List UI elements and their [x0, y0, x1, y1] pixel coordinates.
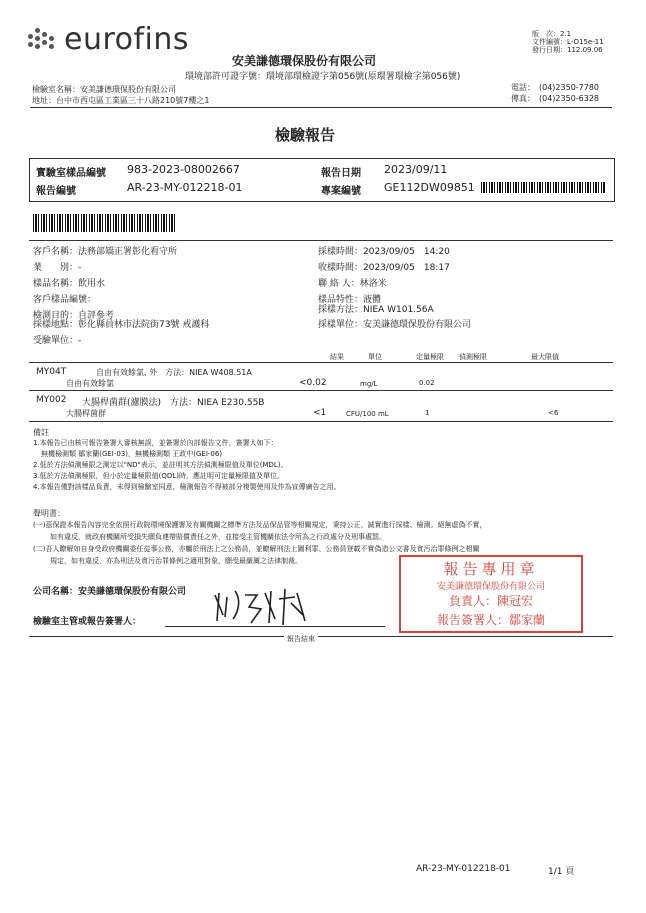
note-line: 2.低於方法偵測極限之測定以"ND"表示，並註明其方法偵測極限值及單位(MDL)。: [33, 461, 288, 469]
stamp-signer: 報告簽署人：鄒家蘭: [436, 613, 545, 627]
version: 版 次：2.1: [532, 30, 572, 38]
col-header-mdl: 偵測極限: [459, 353, 487, 361]
item-limit: <6: [548, 409, 559, 417]
declaration-heading: 聲明書：: [33, 509, 65, 518]
footer-page: 1/1 頁: [548, 867, 575, 877]
client-sample-no: 客戶樣品編號：: [33, 295, 97, 305]
business-type: 業 別：-: [33, 263, 82, 273]
logo-text: eurofins: [64, 22, 190, 57]
stamp-title: 報告專用章: [443, 560, 539, 578]
item-loq: 0.02: [419, 379, 435, 387]
logo-dots-icon: [28, 28, 58, 52]
item-method: 大腸桿菌群(濾膜法) 方法：NIEA E230.55B: [82, 398, 265, 408]
report-no: AR-23-MY-012218-01: [127, 181, 243, 194]
sample-type: 樣品特性：液體: [318, 295, 382, 305]
lab-address: 地址：台中市西屯區工業區三十八路210號7樓之1: [32, 96, 210, 105]
project-no-label: 專案編號: [321, 186, 361, 197]
report-date-label: 報告日期: [321, 168, 361, 179]
eurofins-logo: [28, 24, 198, 56]
report-stamp: [399, 555, 583, 633]
test-purpose: 檢測目的：自評參考: [33, 311, 115, 321]
received-time: 收樣時間：2023/09/05 18:17: [318, 263, 450, 273]
report-end: 報告結束: [284, 634, 318, 644]
report-date: 2023/09/11: [384, 163, 448, 176]
fax: 傳真： (04)2350-6328: [511, 94, 600, 103]
stamp-company: 安美謙德環保股份有限公司: [436, 582, 545, 592]
item-code: MY002: [36, 395, 67, 405]
contact-person: 聯 絡 人：林洛米: [318, 279, 387, 289]
lab-name: 檢驗室名稱：安美謙德環保股份有限公司: [32, 85, 176, 94]
col-header-unit: 單位: [368, 353, 382, 361]
item-unit: CFU/100 mL: [346, 410, 389, 418]
declaration-line: (一)茲保證本報告內容完全依照行政院環境保護署及有關機關之標準方法及品保品管等相關規定，秉持公正、誠實進行採樣、檢測。絕無虛偽不實，: [33, 521, 487, 529]
page-title: 檢驗報告: [275, 126, 336, 144]
sample-barcode: [33, 214, 175, 232]
stamp-responsible: 負責人：陳冠宏: [448, 594, 533, 608]
note-line: 4.本報告僅對該樣品負責，未得到檢驗室同意，檢測報告不得被部分複製使用及作為宣傳廣告之用。: [33, 483, 341, 491]
footer-report-no: AR-23-MY-012218-01: [416, 864, 511, 874]
sample-name: 樣品名稱：飲用水: [33, 279, 106, 289]
item-analyte: 自由有效餘氯: [66, 379, 114, 388]
handwritten-signature: [205, 585, 325, 627]
declaration-line: (二)吾人瞭解如自身受政府機關委任從事公務，亦屬於刑法上之公務員，並瞭解刑法上圖利罪、公務員登載不實偽造公文書及貪污治罪條例之相關: [33, 545, 480, 553]
report-box: [29, 158, 615, 202]
project-no: GE112DW09851: [384, 181, 475, 194]
item-method: 自由有效餘氯, 外 方法：NIEA W408.51A: [96, 368, 252, 377]
sample-no: 983-2023-08002667: [127, 163, 240, 176]
project-barcode: [481, 182, 606, 193]
telephone: 電話： (04)2350-7780: [511, 83, 600, 92]
notes-heading: 備註: [33, 428, 49, 437]
sampling-unit: 採樣單位：安美謙德環保股份有限公司: [318, 320, 472, 330]
report-no-label: 報告編號: [36, 186, 76, 197]
sample-no-label: 實驗室樣品編號: [36, 168, 106, 179]
item-loq: 1: [425, 409, 430, 417]
col-header-loq: 定量極限: [416, 353, 444, 361]
note-line: 1.本報告已由核可報告簽署人審核無誤，並簽署於內部報告文件，簽署人如下：: [33, 439, 278, 447]
company-signature: 公司名稱：安美謙德環保股份有限公司: [33, 587, 187, 597]
item-result: <0.02: [299, 378, 327, 388]
declaration-line: 規定，如有違反，亦為刑法及貪污治罪條例之適用對象，願受最嚴厲之法律制裁。: [50, 557, 302, 565]
item-code: MY04T: [36, 367, 67, 377]
receiving-unit: 受驗單位：-: [33, 336, 82, 346]
note-line: 3.低於方法偵測極限，但小於定量極限值(QDL)時，應註明可定量極限值及單位。: [33, 472, 284, 480]
sampling-site: 採樣地點：彰化縣員林市法院街73號 戒護科: [33, 320, 210, 330]
client-name: 客戶名稱：法務部矯正署彰化看守所: [33, 247, 178, 257]
col-header-limit: 最大限值: [531, 353, 559, 361]
item-result: <1: [313, 408, 327, 418]
item-unit: mg/L: [360, 380, 378, 388]
item-analyte: 大腸桿菌群: [66, 409, 106, 418]
signer-label: 檢驗室主管或報告簽署人：: [33, 617, 142, 627]
note-line: 無機檢測類 鄒家蘭(GEI-03)，無機檢測類 王政中(GEI-06): [41, 450, 223, 458]
document-number: 文件編號：L-O15e-11: [532, 38, 604, 46]
sampling-method: 採樣方法：NIEA W101.56A: [318, 305, 434, 315]
permit-number: 環境部許可證字號：環境部環檢證字第056號(原環署環檢字第056號): [185, 72, 461, 82]
declaration-line: 如有違反，就政府機關所受損失願負連帶賠償責任之外，並接受主管機關依法令所為之行政處分及刑事處罰。: [50, 533, 386, 541]
sampling-time: 採樣時間：2023/09/05 14:20: [318, 247, 450, 257]
issue-date: 發行日期：112.09.06: [532, 46, 603, 54]
col-header-result: 結果: [330, 353, 344, 361]
company-name: 安美謙德環保股份有限公司: [232, 54, 377, 68]
